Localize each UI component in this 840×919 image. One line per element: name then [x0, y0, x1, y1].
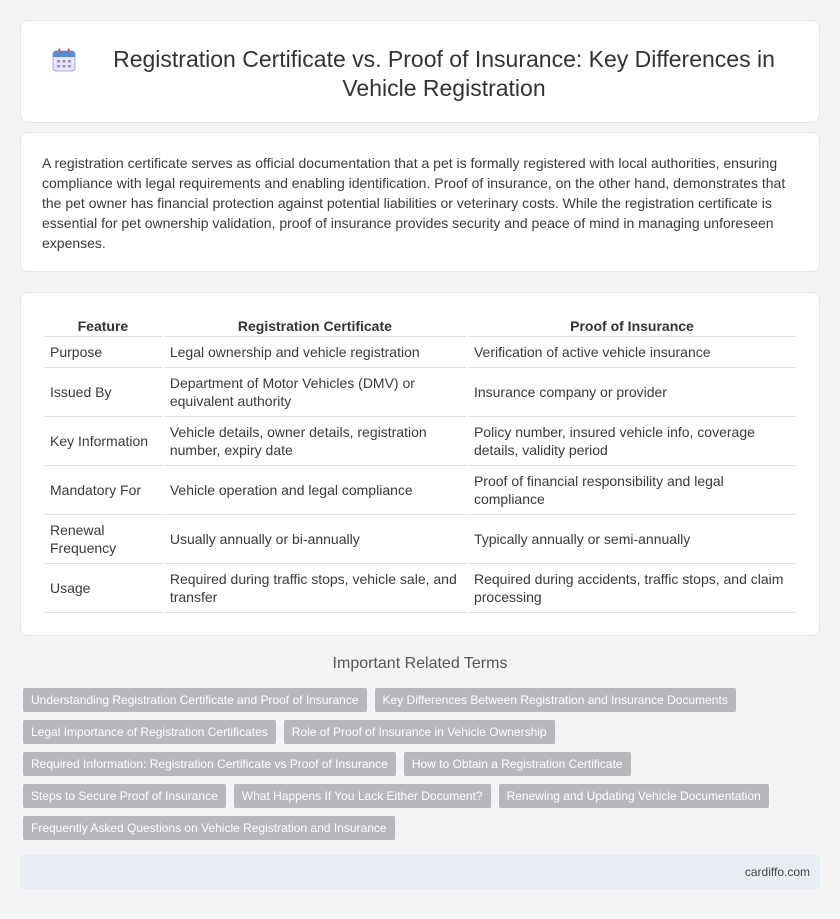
title-card: [20, 20, 820, 123]
header-proof-of-insurance: Proof of Insurance: [468, 313, 796, 337]
table-row: [44, 368, 796, 417]
insurance-cell: Proof of financial responsibility and legal compliance: [468, 466, 796, 515]
comparison-table: [42, 313, 798, 613]
registration-cell: Vehicle details, owner details, registration number, expiry date: [164, 417, 466, 466]
table-row: [44, 466, 796, 515]
intro-card: [20, 132, 820, 272]
related-terms-list: [23, 688, 783, 840]
related-term-tag[interactable]: Frequently Asked Questions on Vehicle Registration and Insurance: [23, 816, 395, 840]
calendar-icon: [51, 47, 77, 73]
insurance-cell: Policy number, insured vehicle info, coverage details, validity period: [468, 417, 796, 466]
title-wrap: [21, 21, 819, 103]
insurance-cell: Required during accidents, traffic stops, and claim processing: [468, 564, 796, 613]
feature-cell: Purpose: [44, 337, 162, 368]
related-term-tag[interactable]: Steps to Secure Proof of Insurance: [23, 784, 226, 808]
table-row: [44, 564, 796, 613]
related-terms-heading: Important Related Terms: [332, 655, 508, 672]
related-term-tag[interactable]: Required Information: Registration Certificate vs Proof of Insurance: [23, 752, 396, 776]
table-row: [44, 515, 796, 564]
table-row: [44, 337, 796, 368]
related-term-tag[interactable]: Understanding Registration Certificate and Proof of Insurance: [23, 688, 367, 712]
footer-site-name[interactable]: cardiffo.com: [744, 865, 810, 879]
table-header-row: [44, 313, 796, 337]
header-feature: Feature: [44, 313, 162, 337]
page-title: Registration Certificate vs. Proof of Insurance: Key Differences in Vehicle Registration: [113, 46, 775, 101]
footer: [20, 855, 820, 889]
insurance-cell: Verification of active vehicle insurance: [468, 337, 796, 368]
registration-cell: Legal ownership and vehicle registration: [164, 337, 466, 368]
comparison-card: [20, 292, 820, 636]
header-registration-certificate: Registration Certificate: [164, 313, 466, 337]
intro-paragraph: A registration certificate serves as official documentation that a pet is formally registered with local authorities, ensuring compliance with legal requirements and enabling identification. Proof of insurance, on the other hand, demonstrates that the pet owner has financial protection against potential liabilities or veterinary costs. While the registration certificate is essential for pet ownership validation, proof of insurance provides security and peace of mind in managing unforeseen expenses.: [42, 155, 786, 251]
related-term-tag[interactable]: Legal Importance of Registration Certificates: [23, 720, 276, 744]
related-term-tag[interactable]: What Happens If You Lack Either Document?: [234, 784, 491, 808]
related-term-tag[interactable]: How to Obtain a Registration Certificate: [404, 752, 631, 776]
related-term-tag[interactable]: Key Differences Between Registration and Insurance Documents: [375, 688, 736, 712]
registration-cell: Department of Motor Vehicles (DMV) or equivalent authority: [164, 368, 466, 417]
related-term-tag[interactable]: Role of Proof of Insurance in Vehicle Ownership: [284, 720, 555, 744]
feature-cell: Usage: [44, 564, 162, 613]
feature-cell: Mandatory For: [44, 466, 162, 515]
feature-cell: Issued By: [44, 368, 162, 417]
insurance-cell: Typically annually or semi-annually: [468, 515, 796, 564]
related-term-tag[interactable]: Renewing and Updating Vehicle Documentation: [499, 784, 769, 808]
feature-cell: Key Information: [44, 417, 162, 466]
insurance-cell: Insurance company or provider: [468, 368, 796, 417]
feature-cell: Renewal Frequency: [44, 515, 162, 564]
registration-cell: Vehicle operation and legal compliance: [164, 466, 466, 515]
registration-cell: Usually annually or bi-annually: [164, 515, 466, 564]
table-row: [44, 417, 796, 466]
registration-cell: Required during traffic stops, vehicle sale, and transfer: [164, 564, 466, 613]
